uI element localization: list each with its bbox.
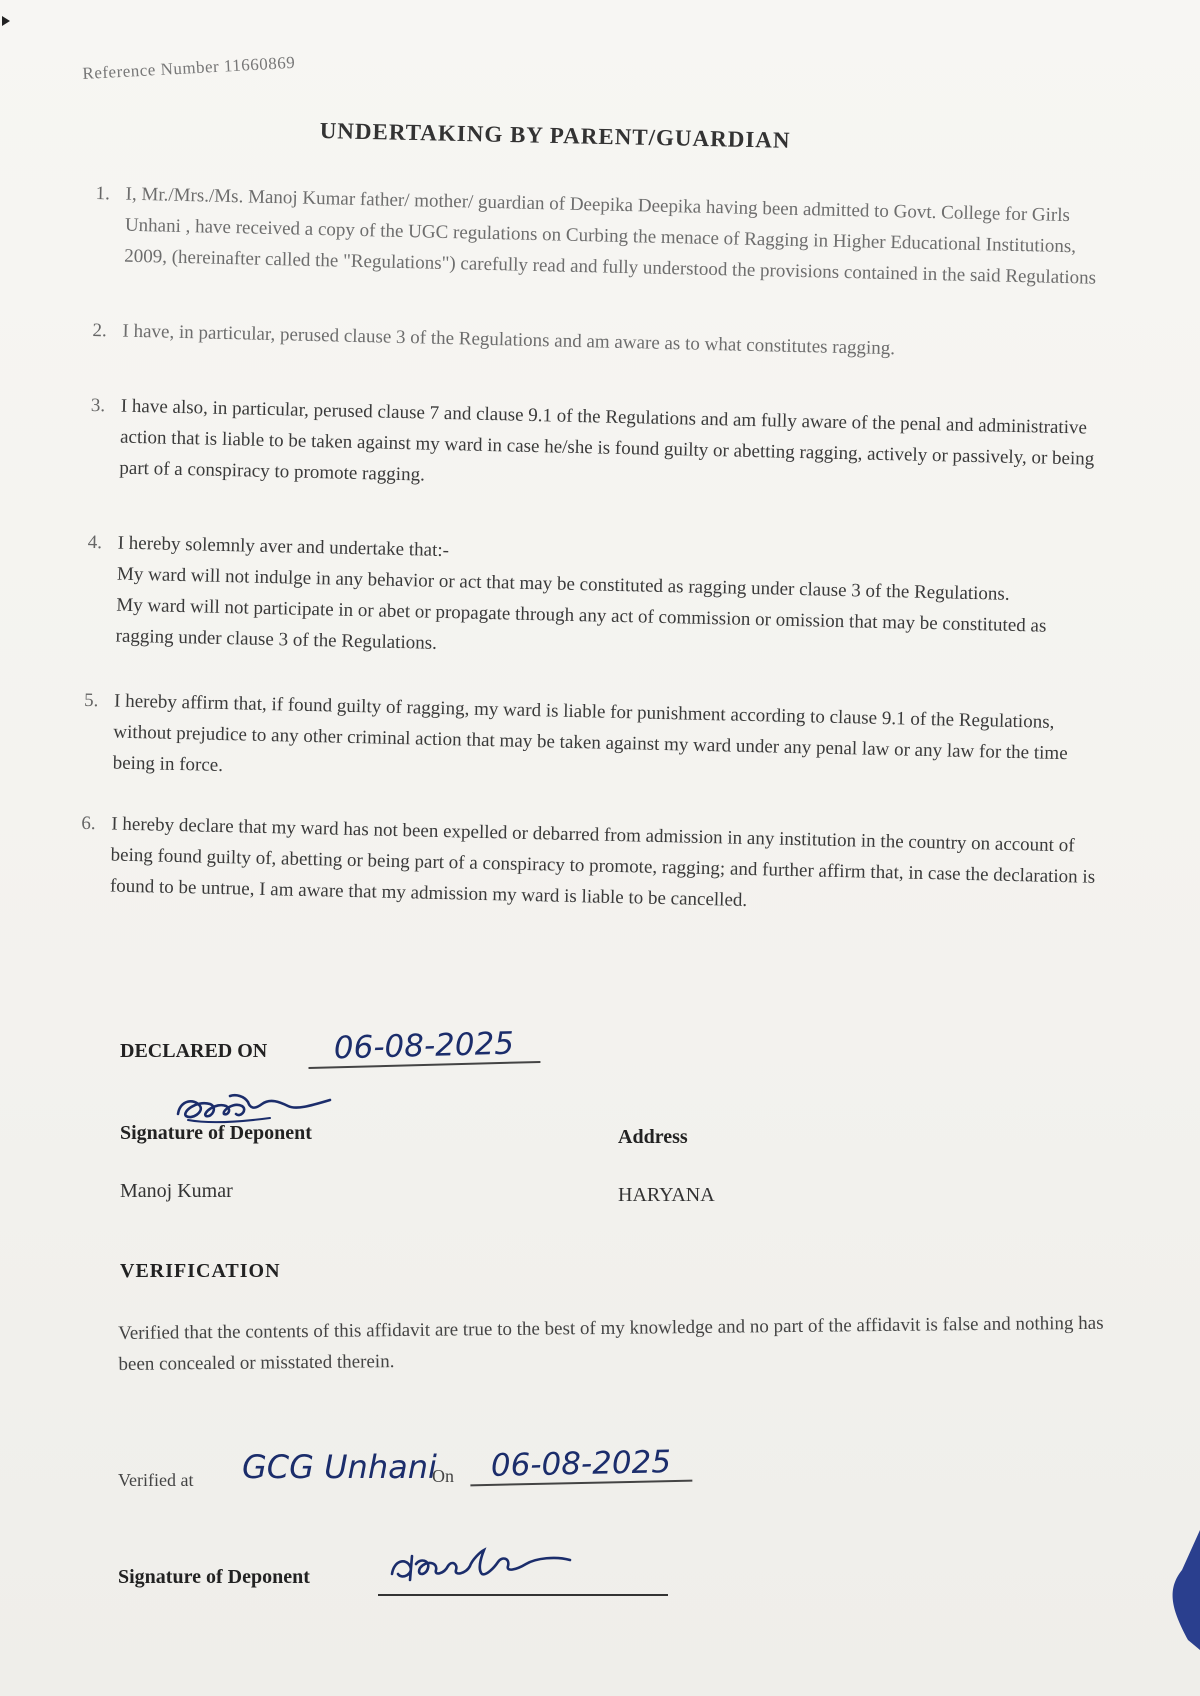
clause-text: I have, in particular, perused clause 3 of the Regulations and am aware as to what constitutes ragging. [122,320,896,360]
clause-5 [82,685,1104,801]
clause-text: I hereby affirm that, if found guilty of ragging, my ward is liable for punishment according to clause 9.1 of the Regulations, without prejudice to any other criminal action that may be taken against my ward under any penal law or any law for the time being in force. [112,690,1068,777]
clause-number: 2. [92,319,108,342]
clause-text: I have also, in particular, perused clause 7 and clause 9.1 of the Regulations and am fully aware of the penal and administrative action that is liable to be taken against my ward in case he/she is found guilty or abetting ragging, actively or passively, or being part of a conspiracy to promote ragging. [119,395,1095,486]
address-label: Address [618,1126,688,1148]
clause-text: I, Mr./Mrs./Ms. Manoj Kumar father/ mother/ guardian of Deepika Deepika having been admitted to Govt. College for Girls Unhani , have received a copy of the UGC regulations on Curbing the menace of Ragging in Higher Educational Institutions, 2009, (hereinafter called the "Regulations") carefully read and fully understood the provisions contained in the said Regulations [123,183,1097,289]
signature-of-deponent-bottom-label: Signature of Deponent [118,1566,310,1588]
clause-1 [94,178,1116,294]
clause-text [115,528,1108,674]
deponent-name: Manoj Kumar [120,1180,233,1202]
document-title: UNDERTAKING BY PARENT/GUARDIAN [319,118,791,153]
clause-4 [85,527,1108,674]
clause-number: 5. [83,689,99,712]
declared-on-label: DECLARED ON [120,1040,268,1062]
verification-heading: VERIFICATION [120,1260,281,1282]
verified-at-label: Verified at [118,1470,194,1490]
clause-number: 6. [81,812,96,835]
clause-text: I hereby declare that my ward has not been expelled or debarred from admission in any institution in the country on account of being found guilty of, abetting or being part of a conspiracy to promote, ragging; and further affirm that, in case the declaration is found to be untrue, I am aware that my admission my ward is liable to be cancelled. [109,813,1096,911]
clause-number: 1. [95,182,111,205]
blue-clip-mark [1152,1530,1200,1650]
clauses-list [79,178,1116,968]
reference-number: Reference Number 11660869 [82,52,296,83]
clause-2 [92,315,1112,369]
address-value: HARYANA [618,1184,715,1206]
verified-place: GCG Unhani [242,1448,437,1486]
signature-image-bottom [386,1536,576,1596]
clause-number: 4. [87,531,103,554]
clause-4-point-a: My ward will not indulge in any behavior or act that may be constituted as ragging under clause 3 of the Regulations. [116,563,1010,605]
clause-6 [80,808,1102,924]
clause-3 [89,390,1111,506]
verification-text: Verified that the contents of this affidavit are true to the best of my knowledge and no part of the affidavit is false and nothing has been concealed or misstated therein. [118,1312,1104,1375]
corner-mark [2,16,10,26]
clause-4-point-b: My ward will not participate in or abet or propagate through any act of commission or omission that may be constituted as ragging under clause 3 of the Regulations. [115,594,1047,654]
declared-date: 06-08-2025 [308,1025,541,1069]
clause-number: 3. [90,394,106,417]
on-label: On [432,1466,454,1486]
clause-4-intro: I hereby solemnly aver and undertake that:- [117,532,450,562]
signature-of-deponent-label: Signature of Deponent [120,1122,312,1144]
verified-date: 06-08-2025 [470,1444,693,1487]
